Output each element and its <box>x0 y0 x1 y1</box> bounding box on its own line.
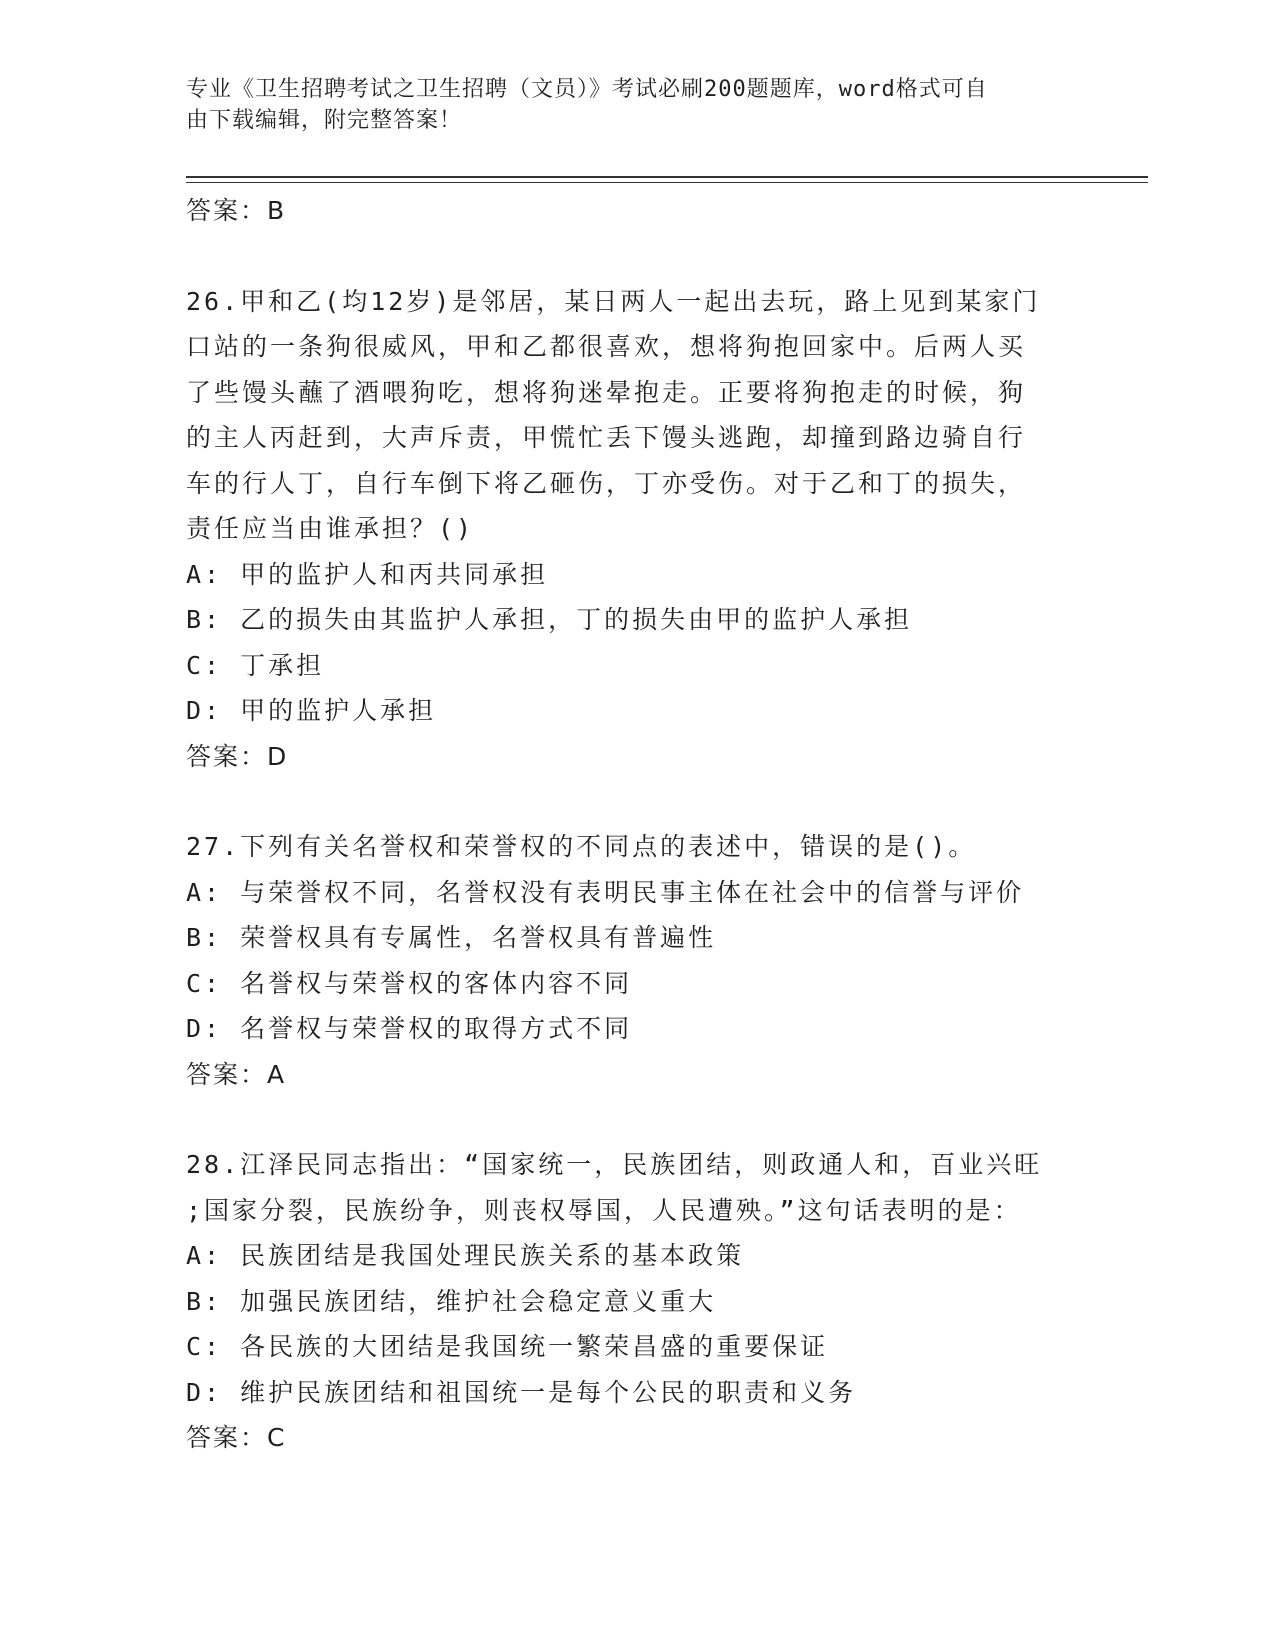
option-c <box>186 961 1086 1007</box>
option-key: D: <box>186 696 223 725</box>
question-stem-line: 26.甲和乙(均12岁)是邻居，某日两人一起出去玩，路上见到某家门 <box>186 286 1041 316</box>
option-text: 加强民族团结，维护社会稳定意义重大 <box>240 1286 717 1316</box>
option-key: A: <box>186 559 223 589</box>
document-header <box>186 74 1066 136</box>
question-stem-line: 27.下列有关名誉权和荣誉权的不同点的表述中，错误的是()。 <box>186 832 977 861</box>
question-stem-line: 28.江泽民同志指出：“国家统一，民族团结，则政通人和，百业兴旺 <box>186 1150 1043 1179</box>
option-text: 维护民族团结和祖国统一是每个公民的职责和义务 <box>240 1377 857 1407</box>
question-stem-line: ;国家分裂，民族纷争，则丧权辱国，人民遭殃。”这句话表明的是： <box>186 1195 1022 1225</box>
option-key: A: <box>186 1241 223 1270</box>
option-text: 民族团结是我国处理民族关系的基本政策 <box>240 1241 745 1270</box>
option-key: C: <box>186 968 223 998</box>
question-stem-line: 的主人丙赶到，大声斥责，甲慌忙丢下馒头逃跑，却撞到路边骑自行 <box>186 423 1027 452</box>
answer-line: 答案：C <box>186 1423 287 1452</box>
option-key: B: <box>186 923 223 952</box>
option-c <box>186 1324 1086 1370</box>
option-d <box>186 688 1086 734</box>
option-key: B: <box>186 1286 223 1316</box>
option-b <box>186 915 1086 961</box>
question-stem-line: 口站的一条狗很威风，甲和乙都很喜欢，想将狗抱回家中。后两人买 <box>186 332 1027 361</box>
option-text: 丁承担 <box>240 650 325 680</box>
option-text: 荣誉权具有专属性，名誉权具有普遍性 <box>240 923 717 952</box>
header-line-2: 由下载编辑，附完整答案！ <box>186 108 463 133</box>
header-divider-thick <box>186 176 1148 178</box>
option-b <box>186 597 1086 643</box>
option-d <box>186 1370 1086 1416</box>
option-b <box>186 1279 1086 1325</box>
answer-line: 答案：A <box>186 1059 287 1089</box>
question-26 <box>186 279 1086 780</box>
question-stem-line: 责任应当由谁承担？() <box>186 514 475 543</box>
question-28 <box>186 1142 1086 1461</box>
answer-line: 答案：D <box>186 741 289 771</box>
option-key: A: <box>186 877 223 907</box>
option-key: D: <box>186 1014 223 1043</box>
option-text: 名誉权与荣誉权的取得方式不同 <box>240 1014 633 1043</box>
option-text: 甲的监护人和丙共同承担 <box>240 559 549 589</box>
option-text: 与荣誉权不同，名誉权没有表明民事主体在社会中的信誉与评价 <box>240 877 1025 907</box>
option-text: 乙的损失由其监护人承担，丁的损失由甲的监护人承担 <box>240 605 913 634</box>
option-text: 各民族的大团结是我国统一繁荣昌盛的重要保证 <box>240 1332 829 1361</box>
question-27 <box>186 824 1086 1097</box>
option-a <box>186 552 1086 598</box>
option-d <box>186 1006 1086 1052</box>
option-text: 甲的监护人承担 <box>240 696 437 725</box>
option-key: D: <box>186 1377 223 1407</box>
option-a <box>186 870 1086 916</box>
option-a <box>186 1233 1086 1279</box>
option-key: C: <box>186 1332 223 1361</box>
question-list <box>186 188 1086 1461</box>
question-stem-line: 车的行人丁，自行车倒下将乙砸伤，丁亦受伤。对于乙和丁的损失， <box>186 468 1027 498</box>
option-text: 名誉权与荣誉权的客体内容不同 <box>240 968 633 998</box>
question-stem-line: 了些馒头蘸了酒喂狗吃，想将狗迷晕抱走。正要将狗抱走的时候，狗 <box>186 377 1027 407</box>
option-c <box>186 643 1086 689</box>
option-key: B: <box>186 605 223 634</box>
header-line-1: 专业《卫生招聘考试之卫生招聘（文员）》考试必刷200题题库，word格式可自 <box>186 77 988 102</box>
header-divider-thin <box>186 182 1148 183</box>
previous-answer: 答案：B <box>186 196 287 225</box>
option-key: C: <box>186 650 223 680</box>
